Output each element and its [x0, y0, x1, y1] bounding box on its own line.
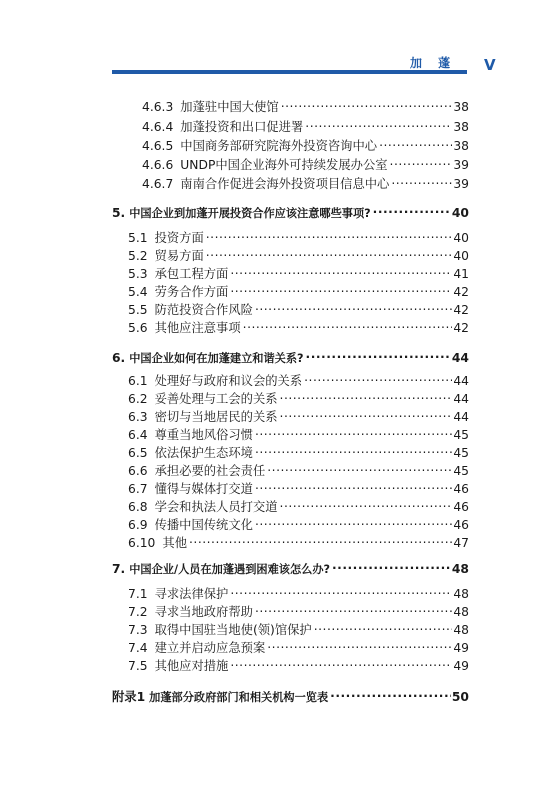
toc-entry-number: 6.3 [128, 410, 148, 424]
toc-entry [128, 600, 469, 619]
toc-entry [128, 513, 469, 532]
toc-entry-page: 44 [453, 410, 469, 424]
toc-entry-number: 4.6.6 [142, 158, 174, 172]
toc-entry-title: 学会和执法人员打交道 [154, 500, 278, 514]
toc-dot-leader [388, 153, 453, 169]
toc-entry-page: 40 [451, 206, 469, 220]
toc-entry-page: 39 [453, 177, 469, 191]
toc-entry-page: 45 [453, 464, 469, 478]
toc-entry-title: 寻求法律保护 [154, 587, 229, 601]
toc-entry-number: 7.1 [128, 587, 148, 601]
toc-dot-leader [253, 298, 452, 314]
toc-entry-page: 47 [453, 536, 469, 550]
toc-entry-number: 7.3 [128, 623, 148, 637]
toc-entry-title: 防范投资合作风险 [154, 303, 253, 317]
toc-dot-leader [204, 226, 453, 242]
toc-entry-number: 5.3 [128, 267, 148, 281]
toc-entry-number: 6.8 [128, 500, 148, 514]
toc-entry [128, 226, 469, 245]
toc-entry-page: 50 [451, 690, 469, 704]
toc-entry-title: 尊重当地风俗习惯 [154, 428, 253, 442]
toc-entry-title: 处理好与政府和议会的关系 [154, 374, 303, 388]
toc-dot-leader [303, 115, 452, 131]
toc-entry-page: 42 [453, 303, 469, 317]
toc-entry-number: 4.6.5 [142, 139, 174, 153]
toc-dot-leader [377, 134, 452, 150]
toc-dot-leader [278, 387, 453, 403]
page-number: V [484, 56, 496, 74]
toc-entry-title: 中国商务部研究院海外投资咨询中心 [180, 139, 378, 153]
toc-entry-number: 6.1 [128, 374, 148, 388]
toc-dot-leader [204, 244, 453, 260]
toc-entry-page: 45 [453, 446, 469, 460]
toc-dot-leader [330, 557, 451, 573]
toc-dot-leader [304, 346, 451, 362]
toc-entry [128, 477, 469, 496]
toc-entry-title: 其他应注意事项 [154, 321, 241, 335]
toc-entry-page: 38 [453, 120, 469, 134]
toc-entry-page: 48 [453, 623, 469, 637]
toc-entry [128, 280, 469, 299]
toc-entry-page: 39 [453, 158, 469, 172]
toc-entry [128, 618, 469, 637]
toc-dot-leader [371, 201, 451, 217]
toc-entry [142, 153, 469, 172]
toc-entry-number: 6.5 [128, 446, 148, 460]
toc-dot-leader [328, 685, 451, 701]
toc-dot-leader [279, 95, 453, 111]
toc-dot-leader [253, 441, 452, 457]
toc-chapter-entry [112, 346, 469, 365]
toc-dot-leader [228, 654, 452, 670]
toc-entry-number: 4.6.3 [142, 100, 174, 114]
toc-entry-number: 7. [112, 562, 126, 576]
toc-entry [128, 531, 469, 550]
toc-entry-page: 49 [453, 659, 469, 673]
toc-entry-title: 寻求当地政府帮助 [154, 605, 253, 619]
toc-dot-leader [253, 600, 452, 616]
toc-entry [128, 654, 469, 673]
toc-entry-page: 45 [453, 428, 469, 442]
toc-entry-number: 5.2 [128, 249, 148, 263]
toc-entry-page: 41 [453, 267, 469, 281]
toc-entry-page: 42 [453, 321, 469, 335]
toc-dot-leader [253, 477, 452, 493]
toc-entry-page: 46 [453, 500, 469, 514]
toc-entry-page: 49 [453, 641, 469, 655]
toc-entry [128, 423, 469, 442]
toc-entry-page: 44 [451, 351, 469, 365]
toc-entry-title: 其他 [162, 536, 187, 550]
toc-entry-page: 38 [453, 100, 469, 114]
toc-entry-title: 妥善处理与工会的关系 [154, 392, 278, 406]
toc-dot-leader [228, 280, 452, 296]
toc-entry-title: 加蓬驻中国大使馆 [180, 100, 279, 114]
toc-entry-number: 6.7 [128, 482, 148, 496]
toc-dot-leader [278, 405, 453, 421]
toc-entry-title: 承包工程方面 [154, 267, 229, 281]
toc-entry-title: 加蓬部分政府部门和相关机构一览表 [149, 691, 329, 704]
toc-entry-page: 48 [451, 562, 469, 576]
toc-entry-number: 6.9 [128, 518, 148, 532]
toc-entry [128, 298, 469, 317]
toc-entry-number: 7.4 [128, 641, 148, 655]
toc-entry [128, 441, 469, 460]
toc-entry-title: 其他应对措施 [154, 659, 229, 673]
toc-entry-title: 取得中国驻当地使(领)馆保护 [154, 623, 312, 637]
toc-entry-title: 密切与当地居民的关系 [154, 410, 278, 424]
toc-entry [142, 134, 469, 153]
toc-entry-title: 懂得与媒体打交道 [154, 482, 253, 496]
toc-dot-leader [228, 582, 452, 598]
toc-entry-title: 贸易方面 [154, 249, 204, 263]
toc-dot-leader [278, 495, 453, 511]
toc-entry-number: 附录1 [112, 690, 146, 704]
toc-entry-number: 5. [112, 206, 126, 220]
toc-entry [128, 405, 469, 424]
toc-entry-page: 48 [453, 587, 469, 601]
toc-entry [128, 495, 469, 514]
toc-entry-number: 6.4 [128, 428, 148, 442]
header-rule [112, 70, 467, 74]
toc-entry [128, 636, 469, 655]
toc-dot-leader [265, 636, 452, 652]
toc-entry-title: 南南合作促进会海外投资项目信息中心 [180, 177, 390, 191]
toc-entry-page: 48 [453, 605, 469, 619]
toc-entry-title: 建立并启动应急预案 [154, 641, 266, 655]
toc-entry-page: 42 [453, 285, 469, 299]
running-header-title: 加 蓬 [410, 56, 457, 70]
toc-dot-leader [228, 262, 452, 278]
toc-entry-page: 40 [453, 249, 469, 263]
toc-chapter-entry [112, 685, 469, 704]
toc-entry-title: 中国企业到加蓬开展投资合作应该注意哪些事项? [129, 207, 371, 220]
toc-dot-leader [187, 531, 452, 547]
toc-entry [128, 387, 469, 406]
toc-entry [128, 244, 469, 263]
toc-entry-number: 7.5 [128, 659, 148, 673]
toc-entry-number: 6.6 [128, 464, 148, 478]
toc-entry-title: 依法保护生态环境 [154, 446, 253, 460]
toc-entry-title: 投资方面 [154, 231, 204, 245]
toc-entry-title: UNDP中国企业海外可持续发展办公室 [180, 158, 388, 172]
toc-dot-leader [253, 423, 452, 439]
toc-entry-number: 5.4 [128, 285, 148, 299]
toc-entry [142, 95, 469, 114]
toc-dot-leader [312, 618, 453, 634]
toc-entry-page: 44 [453, 392, 469, 406]
toc-entry-title: 中国企业/人员在加蓬遇到困难该怎么办? [129, 563, 330, 576]
toc-entry [128, 262, 469, 281]
toc-entry-title: 中国企业如何在加蓬建立和谐关系? [129, 352, 304, 365]
toc-entry [142, 172, 469, 191]
toc-dot-leader [302, 369, 452, 385]
toc-entry-number: 5.5 [128, 303, 148, 317]
toc-chapter-entry [112, 201, 469, 220]
toc-entry-number: 5.6 [128, 321, 148, 335]
toc-entry [128, 316, 469, 335]
toc-entry-number: 5.1 [128, 231, 148, 245]
toc-entry-number: 4.6.7 [142, 177, 174, 191]
toc-entry-page: 46 [453, 482, 469, 496]
toc-entry [128, 582, 469, 601]
toc-dot-leader [389, 172, 452, 188]
toc-entry-number: 6. [112, 351, 126, 365]
toc-dot-leader [241, 316, 453, 332]
toc-entry-title: 劳务合作方面 [154, 285, 229, 299]
toc-entry-page: 46 [453, 518, 469, 532]
toc-entry [128, 369, 469, 388]
toc-dot-leader [253, 513, 452, 529]
toc-entry [128, 459, 469, 478]
toc-entry-number: 4.6.4 [142, 120, 174, 134]
toc-entry-title: 承担必要的社会责任 [154, 464, 266, 478]
toc-entry-page: 40 [453, 231, 469, 245]
toc-entry-title: 加蓬投资和出口促进署 [180, 120, 304, 134]
toc-entry-title: 传播中国传统文化 [154, 518, 253, 532]
toc-chapter-entry [112, 557, 469, 576]
toc-entry-number: 6.2 [128, 392, 148, 406]
toc-dot-leader [265, 459, 452, 475]
toc-entry-number: 6.10 [128, 536, 156, 550]
toc-entry-page: 38 [453, 139, 469, 153]
toc-entry-number: 7.2 [128, 605, 148, 619]
toc-entry-page: 44 [453, 374, 469, 388]
toc-entry [142, 115, 469, 134]
